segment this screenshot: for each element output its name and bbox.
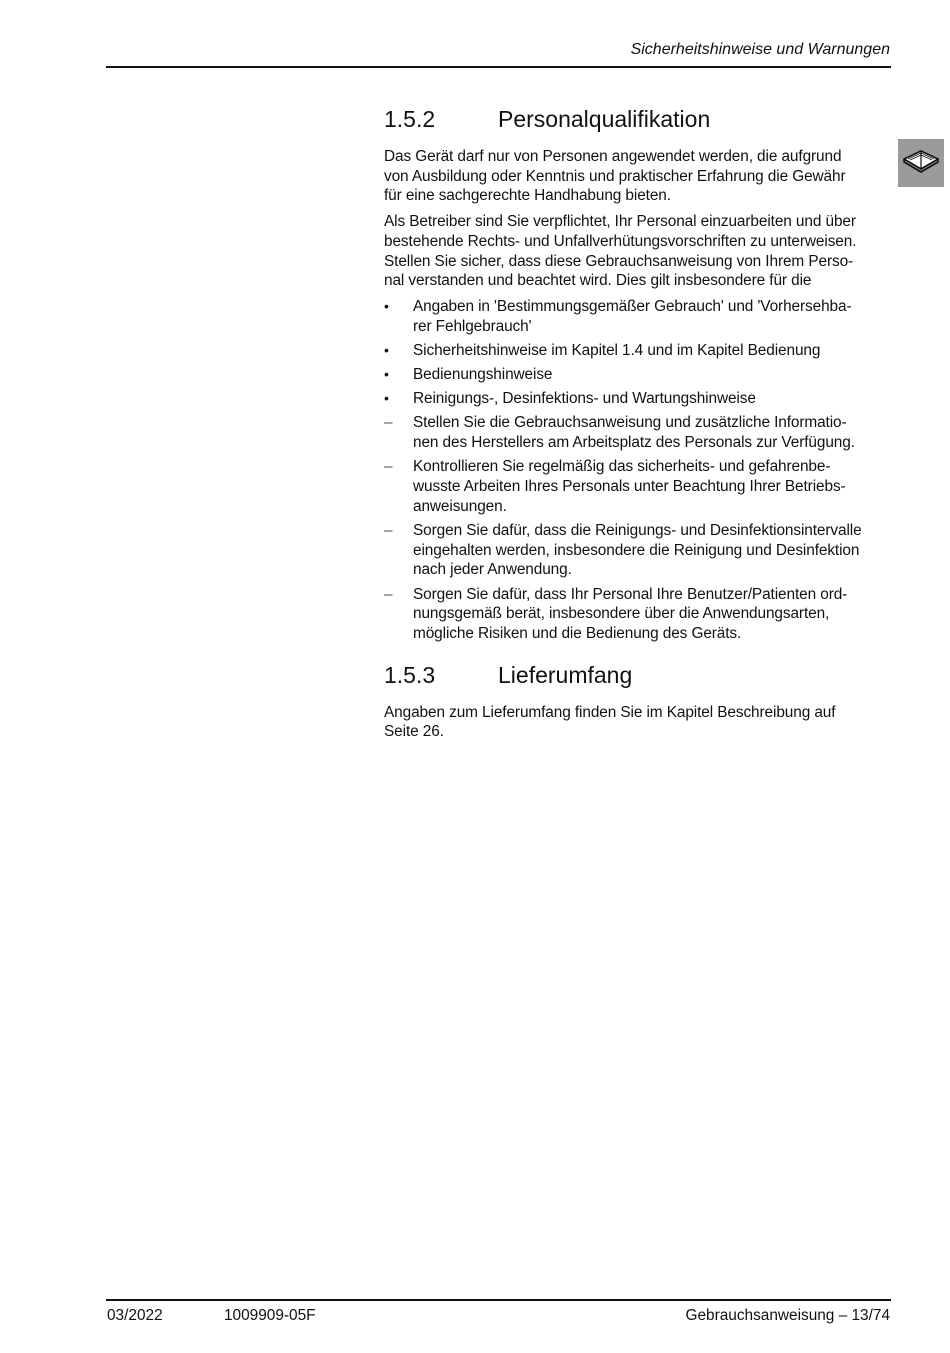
section-heading-1-5-2 bbox=[384, 106, 894, 133]
text-line: nen des Herstellers am Arbeitsplatz des Personals zur Verfügung. bbox=[413, 434, 855, 452]
instruction-list bbox=[384, 413, 894, 643]
footer-page-number: Gebrauchsanweisung – 13/74 bbox=[685, 1307, 890, 1324]
list-item bbox=[384, 389, 894, 409]
text-line: Sicherheitshinweise im Kapitel 1.4 und im Kapitel Bedienung bbox=[413, 341, 821, 359]
bullet-list bbox=[384, 297, 894, 409]
text-line: eingehalten werden, insbesondere die Reinigung und Desinfektion bbox=[413, 541, 860, 559]
bullet-marker: • bbox=[384, 341, 389, 358]
list-item bbox=[384, 297, 894, 336]
list-item bbox=[384, 413, 894, 452]
list-item bbox=[384, 585, 894, 644]
footer-rule bbox=[106, 1299, 891, 1301]
text-line: Reinigungs-, Desinfektions- und Wartungshinweise bbox=[413, 390, 756, 408]
text-line: wusste Arbeiten Ihres Personals unter Beachtung Ihrer Betriebs- bbox=[413, 478, 846, 496]
text-line: Als Betreiber sind Sie verpflichtet, Ihr Personal einzuarbeiten und über bbox=[384, 213, 856, 231]
text-line: bestehende Rechts- und Unfallverhütungsvorschriften zu unterweisen. bbox=[384, 232, 857, 250]
section-title: Personalqualifikation bbox=[498, 106, 711, 132]
paragraph-operator-duties bbox=[384, 212, 894, 291]
text-line: rer Fehlgebrauch' bbox=[413, 317, 532, 335]
text-line: nach jeder Anwendung. bbox=[413, 561, 572, 579]
main-content bbox=[384, 106, 894, 748]
text-line: anweisungen. bbox=[413, 497, 507, 515]
text-line: Kontrollieren Sie regelmäßig das sicherheits- und gefahrenbe- bbox=[413, 458, 831, 476]
list-item bbox=[384, 365, 894, 385]
list-item bbox=[384, 521, 894, 580]
footer-date: 03/2022 bbox=[107, 1307, 163, 1324]
text-line: nungsgemäß berät, insbesondere über die Anwendungsarten, bbox=[413, 605, 830, 623]
text-line: Sorgen Sie dafür, dass die Reinigungs- und Desinfektionsintervalle bbox=[413, 521, 862, 539]
section-title: Lieferumfang bbox=[498, 661, 633, 688]
bullet-marker: • bbox=[384, 297, 389, 314]
text-line: für eine sachgerechte Handhabung bieten. bbox=[384, 187, 671, 205]
bullet-marker: • bbox=[384, 390, 389, 407]
text-line: Angaben in 'Bestimmungsgemäßer Gebrauch' und 'Vorhersehba- bbox=[413, 297, 852, 315]
text-line: mögliche Risiken und die Bedienung des Geräts. bbox=[413, 624, 742, 642]
list-item bbox=[384, 457, 894, 516]
footer-doc-number: 1009909-05F bbox=[224, 1307, 316, 1324]
dash-marker: – bbox=[384, 458, 393, 476]
text-line: Sorgen Sie dafür, dass Ihr Personal Ihre Benutzer/Patienten ord- bbox=[413, 585, 848, 603]
dash-marker: – bbox=[384, 585, 393, 603]
open-book-icon bbox=[901, 147, 941, 180]
paragraph-qualification bbox=[384, 147, 894, 206]
section-number: 1.5.3 bbox=[384, 661, 436, 688]
section-heading-1-5-3 bbox=[384, 662, 894, 689]
text-line: Stellen Sie sicher, dass diese Gebrauchsanweisung von Ihrem Perso- bbox=[384, 252, 854, 270]
bullet-marker: • bbox=[384, 366, 389, 383]
running-header: Sicherheitshinweise und Warnungen bbox=[630, 41, 890, 58]
text-line: Angaben zum Lieferumfang finden Sie im Kapitel Beschreibung auf bbox=[384, 703, 836, 721]
header-rule bbox=[106, 66, 891, 68]
text-line: nal verstanden und beachtet wird. Dies gilt insbesondere für die bbox=[384, 272, 812, 290]
chapter-tab bbox=[898, 139, 944, 187]
dash-marker: – bbox=[384, 414, 393, 432]
text-line: Seite 26. bbox=[384, 723, 444, 741]
text-line: von Ausbildung oder Kenntnis und praktischer Erfahrung die Gewähr bbox=[384, 167, 846, 185]
text-line: Bedienungshinweise bbox=[413, 366, 553, 384]
text-line: Stellen Sie die Gebrauchsanweisung und zusätzliche Informatio- bbox=[413, 414, 847, 432]
section-number: 1.5.2 bbox=[384, 106, 436, 132]
text-line: Das Gerät darf nur von Personen angewendet werden, die aufgrund bbox=[384, 148, 842, 165]
paragraph-delivery-scope bbox=[384, 703, 894, 742]
dash-marker: – bbox=[384, 521, 393, 539]
list-item bbox=[384, 341, 894, 361]
